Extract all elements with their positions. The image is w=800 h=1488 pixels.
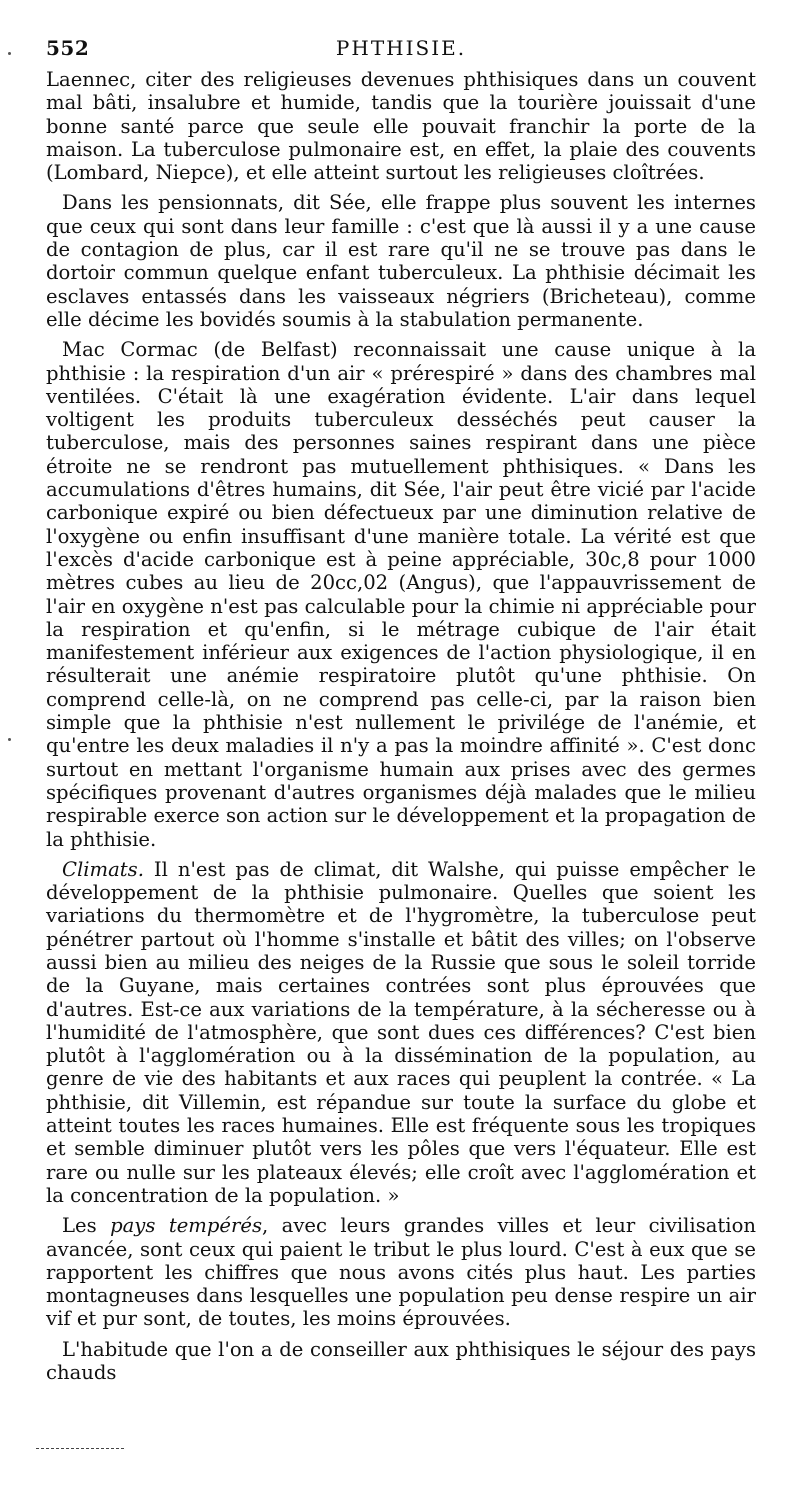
- margin-speck: [8, 52, 11, 55]
- paragraph-5-lead: Les: [62, 1214, 111, 1238]
- paragraph-1-text: Laennec, citer des religieuses devenues phthisiques dans un couvent mal bâti, insalubre et humide, tandis que la tourière jouissait d'une bonne santé parce que seule elle pouvait franchir la porte de la maison. La tuberculose pulmonaire est, en effet, la plaie des couvents (Lombard, Niepce), et elle atteint surtout les religieuses cloîtrées.: [46, 68, 756, 185]
- section-heading-climats: Climats.: [62, 857, 144, 881]
- paragraph-1: [46, 68, 756, 184]
- page-number: 552: [46, 36, 90, 60]
- paragraph-5: [46, 1214, 756, 1330]
- paragraph-4-text: Il n'est pas de climat, dit Walshe, qui puisse empêcher le développement de la phthisie pulmonaire. Quelles que soient les variations du thermomètre et de l'hygromètre, la tuberculose peut pénétrer partout où l'homme s'installe et bâtit des villes; on l'observe aussi bien au milieu des neiges de la Russie que sous le soleil torride de la Guyane, mais certaines contrées sont plus éprouvées que d'autres. Est-ce aux variations de la température, à la sécheresse ou à l'humidité de l'atmosphère, que sont dues ces différences? C'est bien plutôt à l'agglomération ou à la dissémination de la population, au genre de vie des habitants et aux races qui peuplent la contrée. « La phthisie, dit Villemin, est répandue sur toute la surface du globe et atteint toutes les races humaines. Elle est fréquente sous les tropiques et semble diminuer plutôt vers les pôles que vers l'équateur. Elle est rare ou nulle sur les plateaux élevés; elle croît avec l'agglomération et la concentration de la population. »: [46, 857, 756, 1207]
- body-text: [46, 68, 756, 1391]
- paragraph-3: [46, 338, 756, 851]
- paragraph-6: [46, 1338, 756, 1385]
- emphasis-pays-temperes: pays tempérés: [110, 1214, 263, 1238]
- paragraph-3-text: Mac Cormac (de Belfast) reconnaissait une cause unique à la phthisie : la respiration d'un air « prérespiré » dans des chambres mal ventilées. C'était là une exagération évidente. L'air dans lequel voltigent les produits tuberculeux desséchés peut causer la tuberculose, mais des personnes saines respirant dans une pièce étroite ne se rendront pas mutuellement phthisiques. « Dans les accumulations d'êtres humains, dit Sée, l'air peut être vicié par l'acide carbonique expiré ou bien défectueux par une diminution relative de l'oxygène ou enfin insuffisant d'une manière totale. La vérité est que l'excès d'acide carbonique est à peine appréciable, 30c,8 pour 1000 mètres cubes au lieu de 20cc,02 (Angus), que l'appauvrissement de l'air en oxygène n'est pas calculable pour la chimie ni appréciable pour la respiration et qu'enfin, si le métrage cubique de l'air était manifestement inférieur aux exigences de l'action physiologique, il en résulterait une anémie respiratoire plutôt qu'une phthisie. On comprend celle-là, on ne comprend pas celle-ci, par la raison bien simple que la phthisie n'est nullement le privilége de l'anémie, et qu'entre les deux maladies il n'y a pas la moindre affinité ». C'est donc surtout en mettant l'organisme humain aux prises avec des germes spécifiques provenant d'autres organismes déjà malades que le milieu respirable exerce son action sur le développement et la propagation de la phthisie.: [46, 338, 756, 851]
- footer-dashed-rule: [36, 1448, 124, 1449]
- paragraph-2-text: Dans les pensionnats, dit Sée, elle frappe plus souvent les internes que ceux qui sont dans leur famille : c'est que là aussi il y a une cause de contagion de plus, car il est rare qu'il ne se trouve pas dans le dortoir commun quelque enfant tuberculeux. La phthisie décimait les esclaves entassés dans les vaisseaux négriers (Bricheteau), comme elle décime les bovidés soumis à la stabulation permanente.: [46, 191, 756, 331]
- page-header: [46, 36, 756, 66]
- running-title: PHTHISIE.: [335, 36, 467, 60]
- paragraph-5-text: , avec leurs grandes villes et leur civilisation avancée, sont ceux qui paient le tribut le plus lourd. C'est à eux que se rapportent les chiffres que nous avons cités plus haut. Les parties montagneuses dans lesquelles une population peu dense respire un air vif et pur sont, de toutes, les moins éprouvées.: [46, 1214, 756, 1331]
- paragraph-6-text: L'habitude que l'on a de conseiller aux phthisiques le séjour des pays chauds: [46, 1337, 756, 1385]
- margin-speck: [8, 738, 11, 741]
- paragraph-4: [46, 858, 756, 1207]
- paragraph-2: [46, 191, 756, 331]
